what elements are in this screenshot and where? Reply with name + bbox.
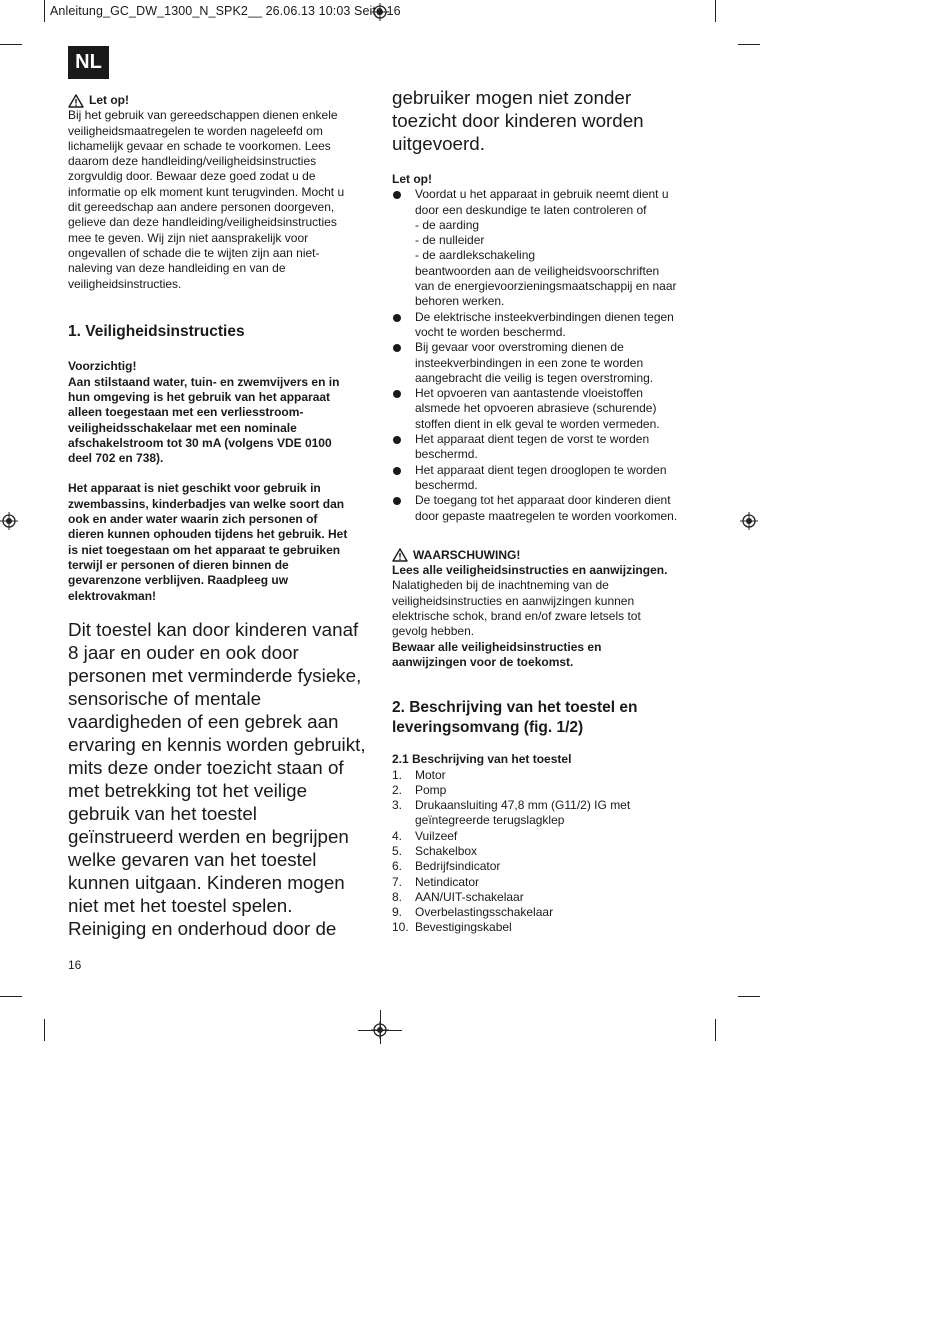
text-line: - de aarding [415, 217, 480, 232]
text-line: Netindicator [415, 874, 480, 889]
text-line: aangebracht die veilig is tegen overstroming. [415, 370, 654, 385]
crop-mark [44, 1019, 45, 1041]
text-line: zwembassins, kinderbadjes van welke soort dan [68, 496, 345, 511]
text-line: 8 jaar en ouder en ook door [68, 641, 299, 663]
let-op-heading-2: Let op! [392, 172, 432, 186]
text-line: is niet toegestaan om het apparaat te gebruiken [68, 542, 341, 557]
text-line: De elektrische insteekverbindingen dienen tegen [415, 309, 674, 324]
text-line: insteekverbindingen in een zone te worden [415, 355, 644, 370]
text-line: vaardigheden of een gebrek aan [68, 710, 339, 732]
text-line: terwijl er personen of dieren binnen de [68, 557, 289, 572]
text-line: aanwijzingen voor de toekomst. [392, 654, 574, 669]
text-line: Vuilzeef [415, 828, 458, 843]
voorzichtig-text [68, 359, 368, 466]
text-line: Dit toestel kan door kinderen vanaf [68, 618, 359, 640]
page-number: 16 [68, 958, 82, 972]
item-number: 10. [392, 920, 409, 935]
text-line: Aan stilstaand water, tuin- en zwemvijvers en in [68, 374, 340, 389]
list-item [392, 905, 697, 920]
list-item [392, 844, 697, 859]
text-line: veiligheidsmaatregelen te worden nageleefd om [68, 123, 323, 138]
bullet-item [392, 187, 697, 309]
text-line: zorgvuldig door. Bewaar deze goed zodat u de [68, 169, 316, 184]
let-op-text [68, 108, 368, 292]
text-line: niet met het toestel spelen. [68, 894, 293, 916]
text-line: gevarenzone verblijven. Raadpleeg uw [68, 573, 289, 588]
list-item [392, 859, 697, 874]
children-notice [68, 618, 368, 940]
text-line: veiligheidsinstructies. [68, 276, 182, 291]
text-line: Het apparaat is niet geschikt voor gebruik in [68, 481, 321, 496]
text-line: geïntegreerde terugslagklep [415, 813, 565, 828]
text-line: kunnen uitgaan. Kinderen mogen [68, 871, 345, 893]
text-line: AAN/UIT-schakelaar [415, 889, 524, 904]
item-number: 3. [392, 798, 403, 813]
text-line: mee te geven. Wij zijn niet aansprakelijk voor [68, 230, 309, 245]
text-line: De toegang tot het apparaat door kinderen dient [415, 493, 671, 508]
text-line: Voorzichtig! [68, 359, 137, 374]
text-line: 2. Beschrijving van het toestel en [392, 699, 638, 717]
text-line: dieren kunnen ophouden tijdens het gebruik. Het [68, 527, 348, 542]
text-line: Het opvoeren van aantastende vloeistoffen [415, 386, 643, 401]
text-line: elektrovakman! [68, 588, 157, 603]
text-line: - de nulleider [415, 233, 485, 248]
crop-mark [715, 0, 716, 22]
text-line: personen met verminderde fysieke, [68, 664, 362, 686]
crop-mark [715, 1019, 716, 1041]
text-line: welke gevaren van het toestel [68, 848, 317, 870]
bullet-item [392, 310, 697, 341]
item-number: 9. [392, 905, 403, 920]
text-line: door een deskundige te laten controleren of [415, 202, 647, 217]
warning-heading [392, 548, 697, 563]
text-line: Motor [415, 767, 446, 782]
text-line: geïnstrueerd werden en begrijpen [68, 825, 349, 847]
item-number: 7. [392, 874, 403, 889]
item-number: 2. [392, 782, 403, 797]
list-item [392, 920, 697, 935]
text-line: hun omgeving is het gebruik van het apparaat [68, 389, 331, 404]
text-line: ervaring en kennis worden gebruikt, [68, 733, 366, 755]
list-item [392, 875, 697, 890]
text-line: sensorische of mentale [68, 687, 262, 709]
registration-mark-icon [0, 512, 18, 530]
bullet-item [392, 432, 697, 463]
item-number: 4. [392, 828, 403, 843]
print-header: Anleitung_GC_DW_1300_N_SPK2__ 26.06.13 10:03 Seite 16 [50, 4, 401, 18]
text-line: gebruik van het toestel [68, 802, 257, 824]
bullet-item [392, 386, 697, 432]
warning-triangle-icon [68, 94, 84, 108]
crop-mark [44, 0, 45, 22]
subsection-title: 2.1 Beschrijving van het toestel [392, 752, 572, 767]
text-line: Nalatigheden bij de inachtneming van de [392, 578, 609, 593]
text-line: door gepaste maatregelen te worden voorkomen. [415, 508, 678, 523]
text-line: Bevestigingskabel [415, 920, 512, 935]
crop-mark [0, 996, 22, 997]
list-item [392, 768, 697, 783]
text-line: Bewaar alle veiligheidsinstructies en [392, 639, 602, 654]
left-column [68, 93, 368, 940]
text-line: met betrekking tot het veilige [68, 779, 308, 801]
parts-list [392, 768, 697, 936]
language-badge: NL [68, 46, 109, 79]
text-line: alleen toegestaan met een verliesstroom- [68, 405, 304, 420]
warning-keep-text [392, 640, 697, 671]
text-line: gevolg hebben. [392, 624, 475, 639]
text-line: - de aardlekschakeling [415, 248, 536, 263]
text-line: Het apparaat dient tegen drooglopen te worden [415, 462, 667, 477]
text-line: Schakelbox [415, 843, 478, 858]
text-line: lichamelijk gevaar en schade te voorkomen. Lees [68, 138, 331, 153]
text-line: afschakelstroom tot 30 mA (volgens VDE 0100 [68, 435, 332, 450]
section-1-title: 1. Veiligheidsinstructies [68, 322, 245, 340]
text-line: informatie op elk moment kunt terugvinden. Mocht u [68, 184, 345, 199]
text-line: veiligheidsinstructies en aanwijzingen kunnen [392, 593, 635, 608]
text-line: beschermd. [415, 447, 478, 462]
text-line: Voordat u het apparaat in gebruik neemt dient u [415, 187, 669, 202]
text-line: van de energievoorzieningsmaatschappij en naar [415, 279, 677, 294]
text-line: Het apparaat dient tegen de vorst te worden [415, 432, 650, 447]
item-number: 6. [392, 859, 403, 874]
list-item [392, 783, 697, 798]
crop-mark [380, 1010, 381, 1044]
text-line: Bij het gebruik van gereedschappen dienen enkele [68, 108, 338, 123]
text-line: beantwoorden aan de veiligheidsvoorschriften [415, 263, 660, 278]
text-line: veiligheidsschakelaar met een nominale [68, 420, 297, 435]
bullet-item [392, 340, 697, 386]
crop-mark [738, 44, 760, 45]
text-line: deel 702 en 738). [68, 451, 164, 466]
crop-mark [738, 996, 760, 997]
section-2-title [392, 698, 697, 737]
text-line: Overbelastingsschakelaar [415, 905, 554, 920]
bullet-item [392, 493, 697, 524]
text-line: Reiniging en onderhoud door de [68, 917, 337, 939]
text-line: Drukaansluiting 47,8 mm (G11/2) IG met [415, 798, 631, 813]
text-line: gebruiker mogen niet zonder [392, 87, 632, 108]
let-op-label: Let op! [89, 93, 129, 107]
text-line: ongevallen of schade die te wijten zijn aan niet- [68, 245, 320, 260]
warning-triangle-icon [392, 548, 408, 562]
text-line: dit gereedschap aan andere personen doorgeven, [68, 200, 335, 215]
text-line: beschermd. [415, 477, 478, 492]
niet-geschikt-text [68, 481, 368, 603]
text-line: gelieve dan deze handleiding/veiligheidsinstructies [68, 215, 337, 230]
text-line: naleving van deze handleiding en van de [68, 261, 286, 276]
text-line: stoffen dient in elk geval te worden vermeden. [415, 416, 660, 431]
children-notice-continued [392, 86, 697, 155]
text-line: toezicht door kinderen worden [392, 110, 644, 131]
list-item [392, 798, 697, 829]
right-column [392, 86, 697, 936]
text-line: leveringsomvang (fig. 1/2) [392, 718, 584, 736]
safety-bullet-list [392, 187, 697, 524]
list-item [392, 890, 697, 905]
list-item [392, 829, 697, 844]
text-line: mits deze onder toezicht staan of [68, 756, 344, 778]
text-line: behoren werken. [415, 294, 505, 309]
text-line: ook en ander water waarin zich personen of [68, 512, 318, 527]
item-number: 8. [392, 889, 403, 904]
text-line: daarom deze handleiding/veiligheidsinstructies [68, 154, 317, 169]
warning-label: WAARSCHUWING! [413, 547, 521, 562]
registration-mark-icon [740, 512, 758, 530]
text-line: Bij gevaar voor overstroming dienen de [415, 340, 624, 355]
text-line: uitgevoerd. [392, 133, 485, 154]
text-line: elektrische schok, brand en/of zware letsels tot [392, 609, 641, 624]
let-op-heading [68, 93, 368, 108]
text-line: Pomp [415, 782, 447, 797]
warning-text [392, 578, 697, 639]
bullet-item [392, 463, 697, 494]
text-line: vocht te worden beschermd. [415, 324, 566, 339]
crop-mark [0, 44, 22, 45]
item-number: 1. [392, 767, 403, 782]
text-line: Bedrijfsindicator [415, 859, 501, 874]
warning-bold-line: Lees alle veiligheidsinstructies en aanwijzingen. [392, 563, 668, 578]
text-line: alsmede het opvoeren abrasieve (schurende) [415, 401, 657, 416]
item-number: 5. [392, 843, 403, 858]
